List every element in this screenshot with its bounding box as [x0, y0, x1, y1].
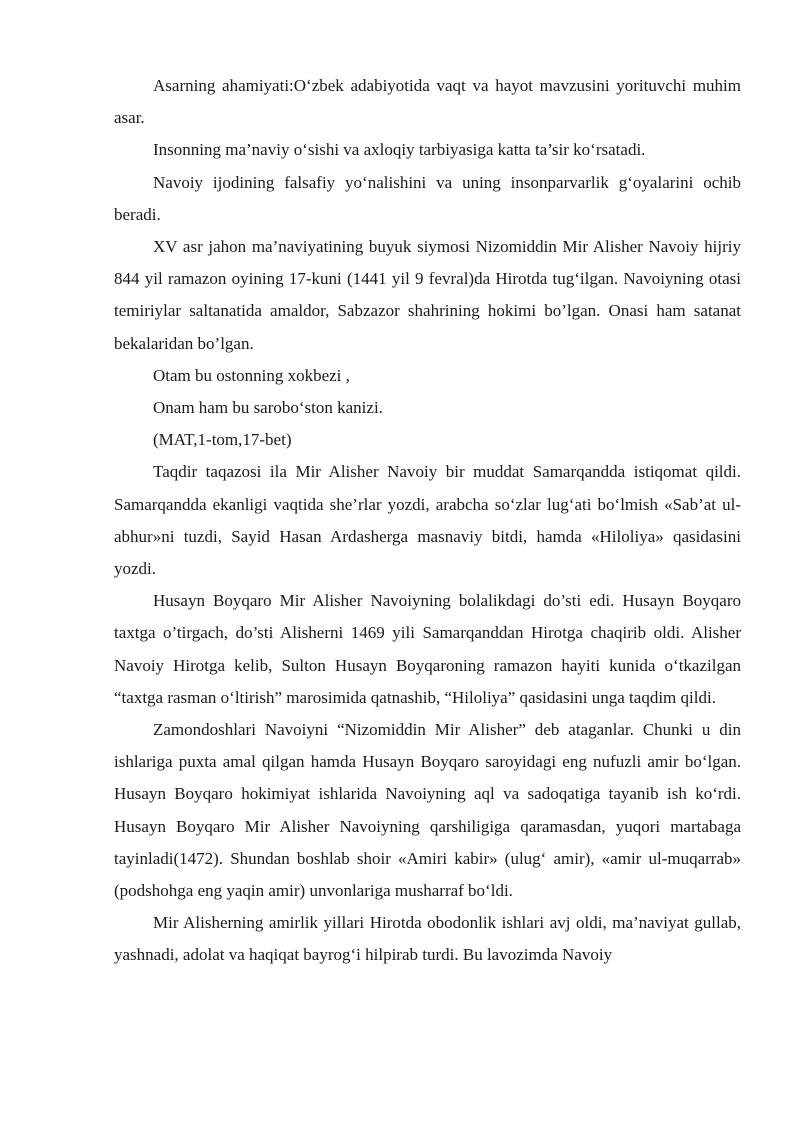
paragraph-husayn-boyqaro: Husayn Boyqaro Mir Alisher Navoiyning bolalikdagi do’sti edi. Husayn Boyqaro taxtga o’tirgach, do’sti Alisherni 1469 yili Samarqanddan Hirotga chaqirib oldi. Alisher Navoiy Hirotga kelib, Sulton Husayn Boyqaroning ramazon hayiti kunida o‘tkazilgan “taxtga rasman o‘ltirish” marosimida qatnashib, “Hiloliya” qasidasini unga taqdim qildi. — [114, 591, 741, 707]
paragraph-biography-birth: XV asr jahon ma’naviyatining buyuk siymosi Nizomiddin Mir Alisher Navoiy hijriy 844 yil ramazon oyining 17-kuni (1441 yil 9 fevral)da Hirotda tug‘ilgan. Navoiyning otasi temiriylar saltanatida amaldor, Sabzazor shahrining hokimi bo’lgan. Onasi ham satanat bekalaridan bo’lgan. — [114, 237, 741, 353]
paragraph-samarkand: Taqdir taqazosi ila Mir Alisher Navoiy bir muddat Samarqandda istiqomat qildi. Samarqandda ekanligi vaqtida she’rlar yozdi, arabcha so‘zlar lug‘ati bo‘lmish «Sab’at ul-abhur»ni tuzdi, Sayid Hasan Ardasherga masnaviy bitdi, hamda «Hiloliya» qasidasini yozdi. — [114, 462, 741, 579]
verse-line-2: Onam ham bu sarobo‘ston kanizi. — [153, 398, 383, 418]
paragraph-contemporaries: Zamondoshlari Navoiyni “Nizomiddin Mir Alisher” deb ataganlar. Chunki u din ishlariga puxta amal qilgan hamda Husayn Boyqaro saroyidagi eng nufuzli amir bo‘lgan. Husayn Boyqaro hokimiyat ishlarida Navoiyning aql va sadoqatiga tayanib ish ko‘rdi. Husayn Boyqaro Mir Alisher Navoiyning qarshiligiga qaramasdan, yuqori martabaga tayinladi(1472). Shundan boshlab shoir «Amiri kabir» (ulug‘ amir), «amir ul-muqarrab» (podshohga eng yaqin amir) unvonlariga musharraf bo‘ldi. — [114, 720, 741, 901]
verse-line-1: Otam bu ostonning xokbezi , — [153, 365, 350, 385]
body-text — [114, 70, 741, 972]
paragraph-amir-years: Mir Alisherning amirlik yillari Hirotda obodonlik ishlari avj oldi, ma’naviyat gullab, yashnadi, adolat va haqiqat bayrog‘i hilpirab turdi. Bu lavozimda Navoiy — [114, 913, 741, 965]
paragraph-philosophy: Navoiy ijodining falsafiy yo‘nalishini va uning insonparvarlik g‘oyalarini ochib beradi. — [114, 172, 741, 224]
paragraph-moral-growth: Insonning ma’naviy o‘sishi va axloqiy tarbiyasiga katta ta’sir ko‘rsatadi. — [153, 140, 646, 160]
citation: (MAT,1-tom,17-bet) — [153, 430, 292, 450]
paragraph-significance: Asarning ahamiyati:O‘zbek adabiyotida vaqt va hayot mavzusini yorituvchi muhim asar. — [114, 76, 741, 128]
